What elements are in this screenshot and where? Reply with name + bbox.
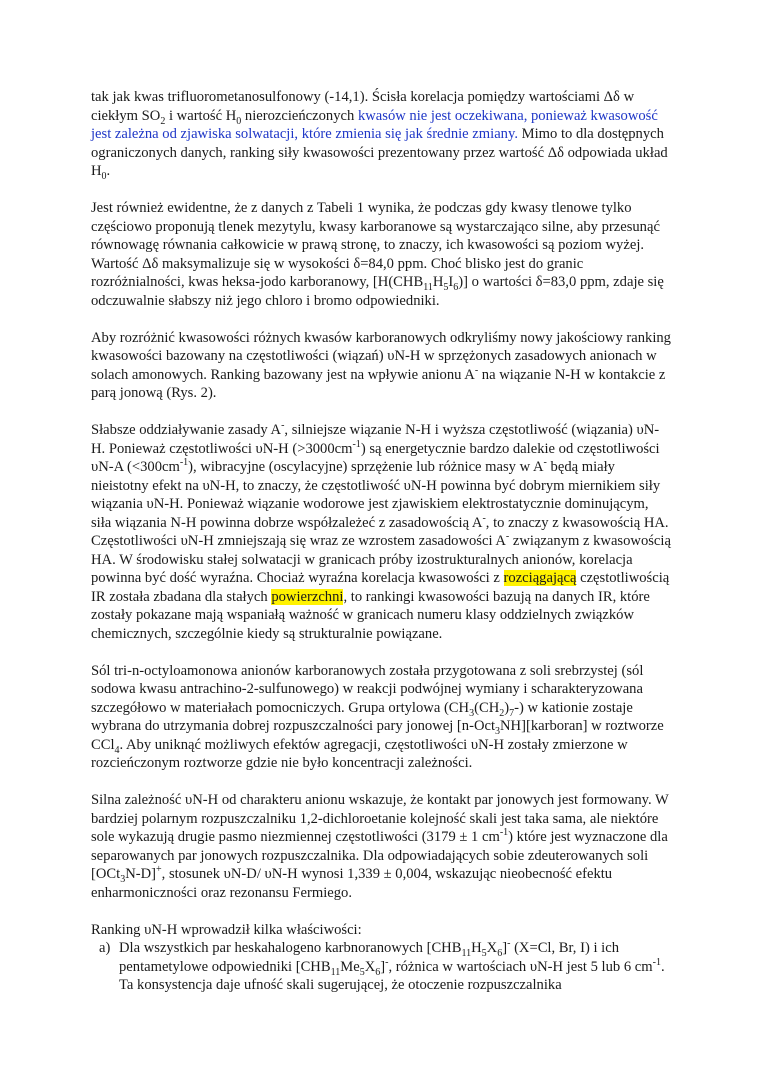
document-page xyxy=(91,88,671,995)
paragraph-3: Aby rozróżnić kwasowości różnych kwasów karboranowych odkryliśmy nowy jakościowy ranking kwasowości bazowany na częstotliwości (wiązań) υN-H w sprzężonych zasadowych anionach w solach amonowych. Ranking bazowany jest na wpływie anionu A- na wiązanie N-H w kontakcie z parą jonową (Rys. 2). xyxy=(91,329,671,401)
paragraph-2: Jest również ewidentne, że z danych z Tabeli 1 wynika, że podczas gdy kwasy tlenowe tylko częściowo proponują tlenek mezytylu, kwasy karboranowe są wystarczająco silne, aby przesunąć równowagę równania całkowicie w prawą stronę, to znaczy, ich kwasowości są poziom wyżej. Wartość Δδ maksymalizuje się w wysokości δ=84,0 ppm. Choć blisko jest do granic rozróżnialności, kwas heksa-jodo karboranowy, $[H(CHB_{11}H_5I_6)]$ o wartości δ=83,0 ppm, zdaje się odczuwalnie słabszy niż jego chloro i bromo odpowiedniki. xyxy=(91,200,664,309)
list-item-label: a) xyxy=(99,940,111,956)
paragraph-6: Silna zależność υN-H od charakteru anionu wskazuje, że kontakt par jonowych jest formowany. W bardziej polarnym rozpuszczalniku 1,2-dichloroetanie kolejność skali jest taka sama, ale niektóre sole wykazują drugie pasmo niezmiennej częstotliwości (3179 ± 1 $cm^{-1}$) które jest wyznaczone dla separowanych par jonowych rozpuszczalnika. Dla odpowiadających sobie zdeuterowanych soli [OCt$_3$N-D]+, stosunek υN-D/ υN-H wynosi 1,339 ± 0,004, wskazując nieobecność efektu enharmoniczności oraz rezonansu Fermiego. xyxy=(91,792,669,901)
properties-list xyxy=(91,939,671,995)
highlighted-word-1: rozciągającą xyxy=(503,570,577,586)
paragraph-7 xyxy=(91,921,671,995)
list-item: a) Dla wszystkich par heskahalogeno karbnoranowych $[CHB_{11}H_5X_6]^-$ (X=Cl, Br, I) i ich pentametylowe odpowiedniki $[CHB_{11}Me_5X_6]^-$, różnica w wartościach υN-H jest 5 lub 6 $cm^{-1}$. Ta konsystencja daje ufność skali sugerującej, że otoczenie rozpuszczalnika xyxy=(99,938,665,993)
paragraph-5: Sól tri-n-octyloamonowa anionów karboranowych została przygotowana z soli srebrzystej (sól sodowa kwasu antrachino-2-sulfunowego) w reakcji podwójnej wymiany i scharakteryzowana szczegółowo w materiałach pomocniczych. Grupa ortylowa $(CH_3(CH_2)_7-)$ w kationie zostaje wybrana do utrzymania dobrej rozpuszczalności pary jonowej [n-Oct$_3$NH][karboran] w roztworze CCl$_4$. Aby uniknąć możliwych efektów agregacji, częstotliwości υN-H zostały zmierzone w rozcieńczonym roztworze gdzie nie było koncentracji zależności. xyxy=(91,662,664,771)
blue-highlighted-text: kwasów nie jest oczekiwana, ponieważ kwasowość jest zależna od zjawiska solwatacji, które zmienia się jak średnie zmiany. xyxy=(91,107,658,142)
paragraph-1: tak jak kwas trifluorometanosulfonowy (-14,1). Ścisła korelacja pomiędzy wartościami Δδ w ciekłym $SO_2$ i wartość $H_0$ nierozcieńczonych kwasów nie jest oczekiwana, ponieważ kwasowość jest zależna od zjawiska solwatacji, które zmienia się jak średnie zmiany. Mimo to dla dostępnych ograniczonych danych, ranking siły kwasowości prezentowany przez wartość Δδ odpowiada układ $H_0$. xyxy=(91,89,668,182)
paragraph-4: Słabsze oddziaływanie zasady A-, silniejsze wiązanie N-H i wyższa częstotliwość (wiązania) υN-H. Ponieważ częstotliwości υN-H $(>3000cm^{-1})$ są energetycznie bardzo dalekie od częstotliwości υN-A $(<300cm^{-1})$, wibracyjne (oscylacyjne) sprzężenie lub różnice masy w A- będą miały nieistotny efekt na υN-H, to znaczy, że częstotliwość υN-H powinna być dobrym miernikiem siły wiązania υN-H. Ponieważ wiązanie wodorowe jest zjawiskiem elektrostatycznie dominującym, siła wiązania N-H powinna dobrze współzależeć z zasadowością A-, to znaczy z kwasowością HA. Częstotliwości υN-H zmniejszają się wraz ze wzrostem zasadowości A- związanym z kwasowością HA. W środowisku stałej solwatacji w granicach próby izostrukturalnych anionów, korelacja powinna być dość wyraźna. Chociaż wyraźna korelacja kwasowości z rozciągającą częstotliwością IR została zbadana dla stałych powierzchni, to rankingi kwasowości bazują na danych IR, które zostały pokazane mają wspaniałą ważność w granicach numeru klasy oddzielnych związków chemicznych, szczególnie kiedy są strukturalnie powiązane. xyxy=(91,420,671,642)
list-intro: Ranking υN-H wprowadził kilka właściwości: xyxy=(91,921,362,938)
highlighted-word-2: powierzchni xyxy=(271,588,344,605)
